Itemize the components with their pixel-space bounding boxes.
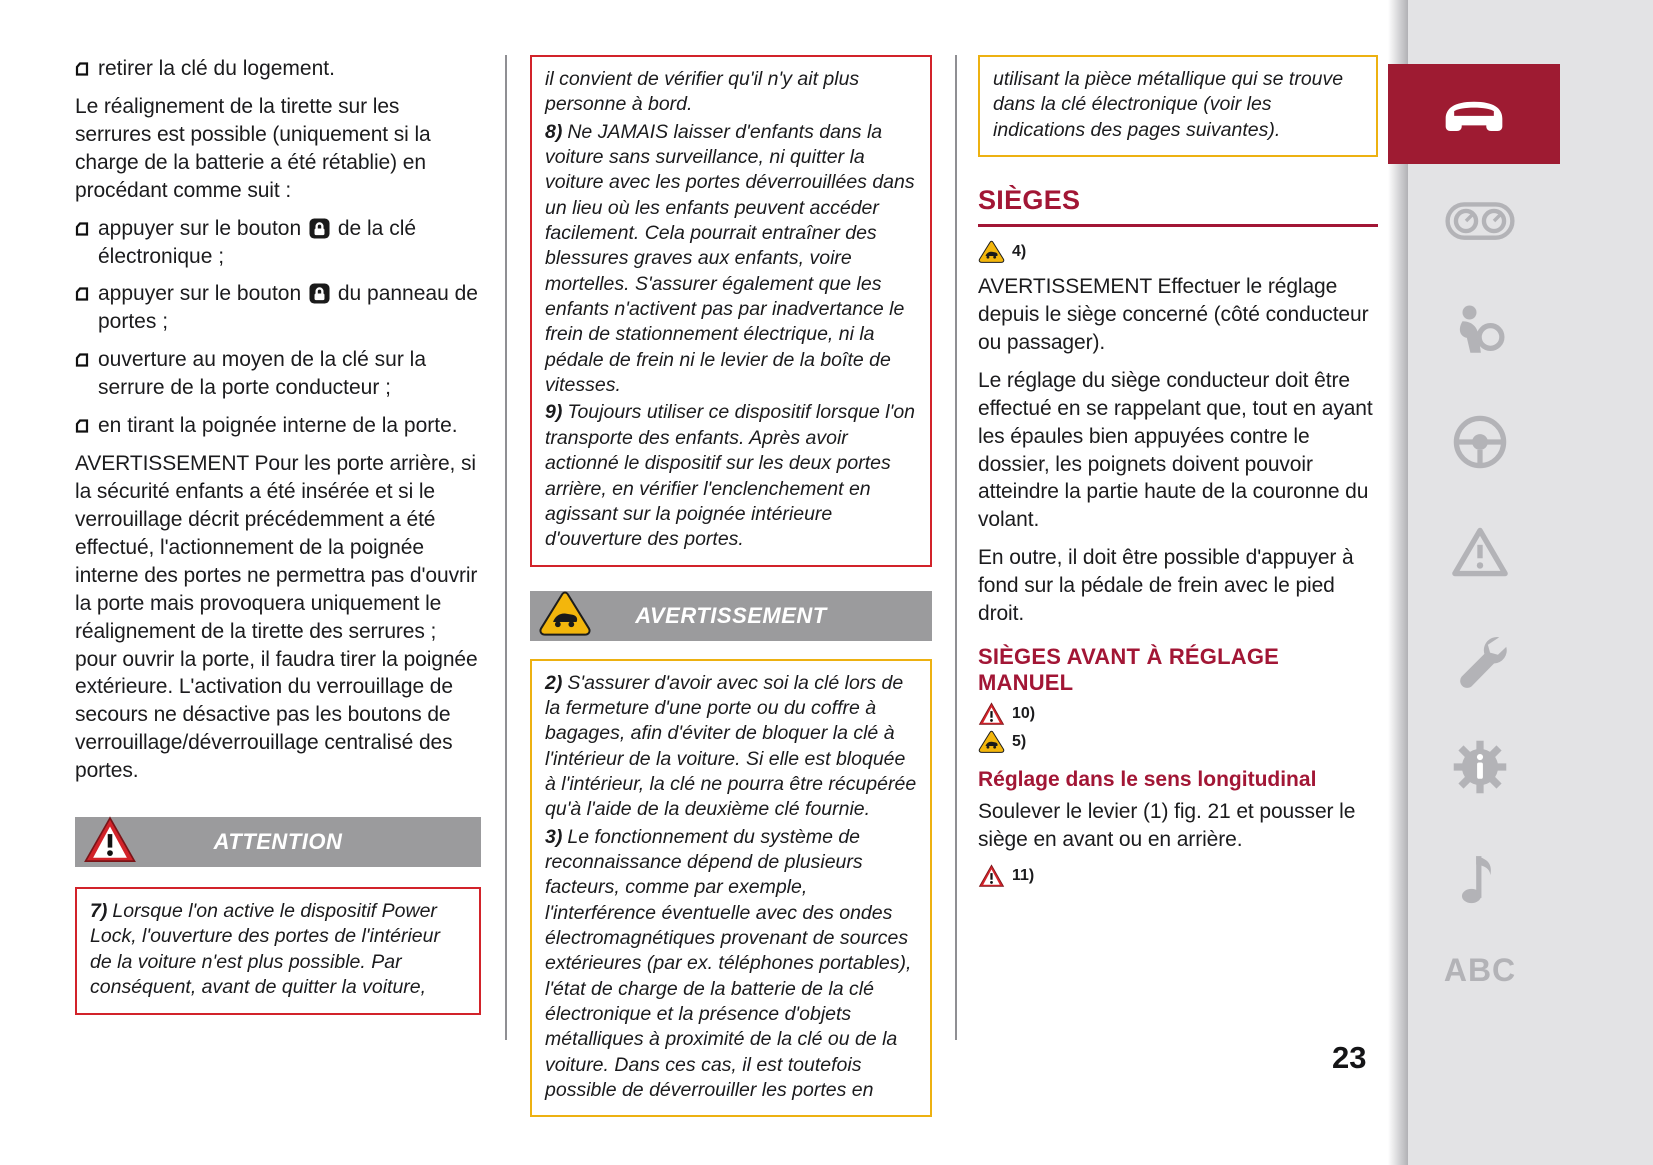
note-paragraph (545, 400, 917, 552)
sidebar-tab-emergency[interactable] (1436, 526, 1524, 578)
paragraph-levier: Soulever le levier (1) fig. 21 et pousser le siège en avant ou en arrière. (978, 800, 1356, 852)
banner-label: ATTENTION (213, 829, 343, 855)
note-number: 2) (545, 671, 563, 694)
reference-icon-row (978, 730, 1378, 754)
list-item (75, 412, 481, 440)
reference-number: 11) (1012, 866, 1035, 884)
note-text: Ne JAMAIS laisser d'enfants dans la voiture sans surveillance, ni quitter la voiture avec les portes déverrouillées dans un lieu où les enfants peuvent accéder facilement. Cela pourrait entraîner des blessures graves aux enfants, voire mortelles. S'assurer également que les enfants n'activent pas par inadvertance le frein de stationnement électrique, ni la pédale de frein ni le levier de la boîte de vitesses. (545, 120, 915, 397)
note-number: 9) (545, 401, 563, 424)
caution-note-box (75, 887, 481, 1014)
bullet-text-post: du panneau de portes ; (98, 282, 478, 334)
bullet-text-pre: appuyer sur le bouton (98, 216, 302, 240)
bullet-text-pre: appuyer sur le bouton (98, 282, 302, 306)
banner-label: AVERTISSEMENT (635, 602, 827, 628)
attention-banner (75, 817, 481, 867)
note-paragraph: il convient de vérifier qu'il n'y ait plus personne à bord. (545, 68, 860, 116)
paragraph-en-outre: En outre, il doit être possible d'appuyer à fond sur la pédale de frein avec le pied droit. (978, 546, 1354, 626)
column-divider (955, 55, 957, 1040)
paragraph-avertissement: AVERTISSEMENT Pour les porte arrière, si la sécurité enfants a été insérée et si le verrouillage décrit précédemment a été effectué, l'actionnement de la poignée interne des portes ne permettra pas d'ouvrir la porte mais provoquera uniquement le réalignement de la tirette des serrures ; pour ouvrir la porte, il faudra tirer la poignée extérieure. L'activation du verrouillage de secours ne désactive pas les boutons de verrouillage/déverrouillage centralisé des portes. (75, 452, 478, 783)
gear-info-icon (1451, 738, 1509, 796)
note-paragraph (545, 671, 917, 823)
reference-number: 10) (1012, 705, 1036, 723)
bullet-text (98, 215, 481, 271)
note-text: Le fonctionnement du système de reconnaissance dépend de plusieurs facteurs, comme par exemple, l'interférence éventuelle avec des ondes électromagnétiques provenant de sources extérieures (par ex. téléphones portables), l'état de charge de la batterie de la clé électronique et la présence d'objets métalliques à proximité de la clé ou de la voiture. Dans ces cas, il est toutefois possible de déverrouiller les portes en (545, 825, 912, 1102)
warning-note-box (530, 659, 932, 1118)
reference-number: 4) (1012, 243, 1027, 261)
sidebar-tab-index[interactable] (1436, 952, 1524, 989)
column-right (978, 55, 1378, 888)
note-text: S'assurer d'avoir avec soi la clé lors de la fermeture d'une porte ou du coffre à bagages, afin d'éviter de bloquer la clé à l'intérieur de la voiture. Si elle est bloquée à l'intérieur, la clé ne pourra être récupérée qu'à l'aide de la deuxième clé fournie. (545, 671, 917, 821)
wrench-icon (1452, 632, 1508, 688)
chapter-tab-sidebar (1408, 0, 1653, 1165)
sidebar-tab-maintenance[interactable] (1436, 632, 1524, 688)
music-note-icon (1461, 848, 1499, 906)
car-icon (1440, 93, 1508, 135)
square-bullet-icon (75, 222, 89, 236)
subheading-longitudinal: Réglage dans le sens longitudinal (978, 768, 1317, 792)
lock-button-icon (309, 283, 330, 304)
subsection-heading-manuel: SIÈGES AVANT À RÉGLAGE MANUEL (978, 644, 1280, 696)
column-left (75, 55, 481, 1015)
list-item (75, 346, 481, 402)
paragraph-reglage: Le réglage du siège conducteur doit être effectué en se rappelant que, tout en ayant les épaules bien appuyées contre le dossier, les poignets doivent pouvoir atteindre la partie haute de la couronne du volant. (978, 368, 1373, 532)
note-paragraph (90, 899, 466, 1000)
note-number: 3) (545, 825, 563, 848)
skid-warning-icon (978, 730, 1005, 754)
lock-button-icon (309, 218, 330, 239)
bullet-text: en tirant la poignée interne de la porte. (98, 414, 458, 438)
list-item (75, 55, 481, 83)
square-bullet-icon (75, 353, 89, 367)
instrument-cluster-icon (1445, 200, 1515, 242)
bullet-text-post: de la clé électronique ; (98, 216, 417, 268)
reference-icon-row (978, 702, 1378, 726)
square-bullet-icon (75, 419, 89, 433)
avertissement-banner (530, 591, 932, 641)
note-number: 8) (545, 120, 563, 143)
bullet-text: retirer la clé du logement. (98, 57, 335, 80)
warning-note-box-continued (978, 55, 1378, 157)
square-bullet-icon (75, 287, 89, 301)
attention-triangle-icon (978, 702, 1005, 726)
sidebar-tab-multimedia[interactable] (1436, 848, 1524, 906)
section-heading-sieges: SIÈGES (978, 185, 1378, 227)
bullet-text (98, 280, 481, 336)
reference-icon-row (978, 240, 1378, 264)
skid-warning-icon (978, 240, 1005, 264)
paragraph-avertissement-siege: AVERTISSEMENT Effectuer le réglage depuis le siège concerné (côté conducteur ou passager). (978, 275, 1369, 354)
page-gutter-shadow (1388, 0, 1408, 1165)
note-paragraph (545, 120, 917, 399)
page-number: 23 (1332, 1040, 1367, 1075)
note-paragraph (545, 825, 917, 1104)
note-paragraph: utilisant la pièce métallique qui se trouve dans la clé électronique (voir les indications des pages suivantes). (993, 68, 1344, 141)
list-item (75, 280, 481, 336)
attention-triangle-icon (83, 814, 137, 866)
note-text: Lorsque l'on active le dispositif Power Lock, l'ouverture des portes de l'intérieur de la voiture n'est plus possible. Par conséquent, avant de quitter la voiture, (90, 900, 440, 999)
sidebar-tab-car-active[interactable] (1388, 64, 1560, 164)
reference-icon-row (978, 864, 1378, 888)
list-item (75, 215, 481, 271)
steering-wheel-icon (1452, 414, 1508, 470)
column-middle (530, 55, 932, 1117)
sidebar-tab-instruments[interactable] (1436, 200, 1524, 242)
attention-triangle-icon (978, 864, 1005, 888)
square-bullet-icon (75, 62, 89, 76)
note-number: 7) (90, 900, 108, 923)
reference-number: 5) (1012, 733, 1027, 751)
sidebar-tab-safety[interactable] (1436, 302, 1524, 358)
sidebar-tab-technical-info[interactable] (1436, 738, 1524, 796)
caution-note-box-continued (530, 55, 932, 567)
paragraph-realign: Le réalignement de la tirette sur les serrures est possible (uniquement si la charge de la batterie a été rétablie) en procédant comme suit : (75, 94, 431, 202)
abc-glossary-label: ABC (1443, 952, 1517, 988)
warning-triangle-icon (1451, 526, 1509, 578)
sidebar-tab-driving[interactable] (1436, 414, 1524, 470)
note-text: Toujours utiliser ce dispositif lorsque l'on transporte des enfants. Après avoir actionné le dispositif sur les deux portes arrière, en vérifier l'enclenchement en agissant sur la poignée intérieure d'ouverture des portes. (545, 401, 916, 551)
airbag-safety-icon (1452, 302, 1508, 358)
column-divider (505, 55, 507, 1040)
bullet-text: ouverture au moyen de la clé sur la serrure de la porte conducteur ; (98, 348, 427, 400)
skid-warning-icon (538, 588, 592, 640)
